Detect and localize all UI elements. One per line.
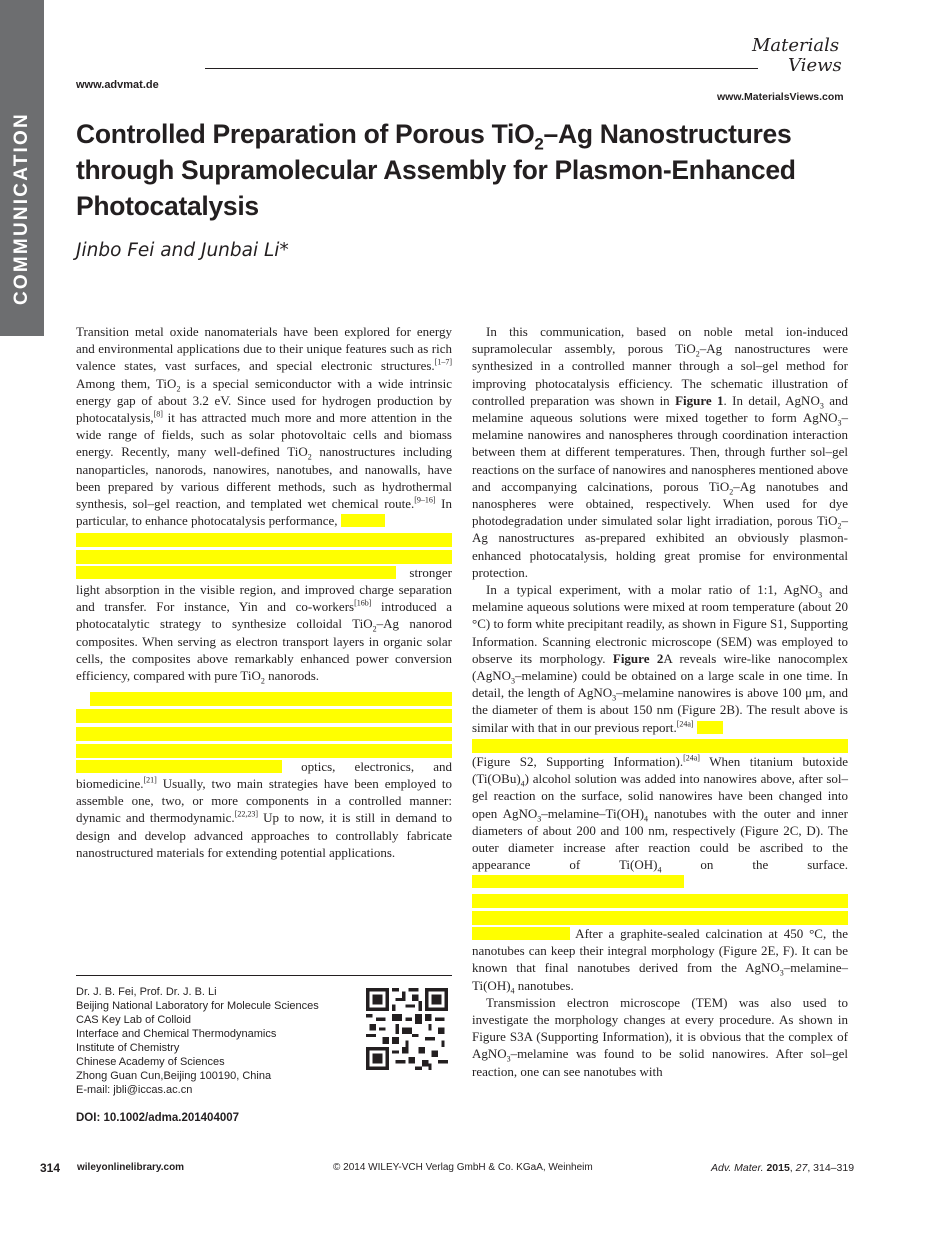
- highlight-mark: [341, 514, 385, 527]
- citation[interactable]: [8]: [153, 409, 163, 419]
- citation[interactable]: [21]: [143, 775, 157, 785]
- paragraph-1: Transition metal oxide nanomaterials have been explored for energy and environmental applications due to their unique features such as rich valence states, vast surfaces, and special electronic structures.[1–7] Among them, TiO$_2$ is a special semiconductor with a wide intrinsic energy gap of about 3.2 eV. Since used for hydrogen production by photocatalysis,[8] it has attracted much more and more attention in the wide range of fields, such as solar photovoltaic cells and biomass energy. Recently, many well-defined TiO$_2$ nanostructures including nanoparticles, nanorods, nanowires, nanotubes, and nanowalls, have been prepared by various different methods, such as hydrothermal synthesis, sol–gel reaction, and templated wet chemical route.[9–16] In particular, to enhance photocatalysis performance, stronger light absorption in the visible region, and improved charge separation and transfer. For instance, Yin and co-workers[16b] introduced a photocatalytic strategy to synthesize colloidal TiO$_2$–Ag nanorod composites. When serving as electron transport layers in organic solar cells, the composites above remarkably enhanced power conversion efficiency, compared with pure TiO$_2$ nanorods.: [76, 324, 452, 686]
- qr-code[interactable]: [366, 988, 448, 1070]
- section-label: COMMUNICATION: [11, 112, 32, 305]
- highlight-mark: [90, 692, 452, 706]
- footer-site-link[interactable]: wileyonlinelibrary.com: [77, 1162, 185, 1173]
- affiliation-line: Institute of Chemistry: [76, 1042, 180, 1054]
- affiliation-line: Interface and Chemical Thermodynamics: [76, 1028, 277, 1040]
- header-rule: [205, 68, 758, 69]
- body-left-column: [76, 323, 452, 861]
- paragraph-2: optics, electronics, and biomedicine.[21] Usually, two main strategies have been employed to assemble one, two, or more components in a controlled manner: dynamic and thermodynamic.[22,23] Up to now, it is still in demand to design and develop advanced approaches to controllably fabricate nanostructured materials for extending potential applications.: [76, 692, 452, 861]
- citation[interactable]: [22,23]: [234, 810, 259, 820]
- title-line-2: through Supramolecular Assembly for Plasmon-Enhanced: [76, 155, 796, 185]
- highlight-mark: [697, 721, 723, 734]
- footer-citation: Adv. Mater. 2015, 27, 314–319: [711, 1162, 855, 1174]
- affiliation-line: Chinese Academy of Sciences: [76, 1056, 225, 1068]
- affiliation-rule: [76, 975, 452, 976]
- author-affiliation: [76, 985, 366, 1097]
- doi-link[interactable]: DOI: 10.1002/adma.201404007: [76, 1112, 240, 1124]
- citation[interactable]: [16b]: [354, 598, 372, 608]
- title-line-1: Controlled Preparation of Porous TiO$_2$–Ag Nanostructures: [76, 119, 792, 154]
- highlight-mark: [76, 533, 452, 547]
- highlight-mark: [76, 709, 452, 723]
- materials-views-logo: [752, 36, 852, 76]
- highlight-mark: [76, 744, 452, 758]
- footer-copyright: © 2014 WILEY-VCH Verlag GmbH & Co. KGaA, Weinheim: [333, 1162, 593, 1173]
- publisher-url[interactable]: www.MaterialsViews.com: [717, 91, 844, 103]
- author-list: Jinbo Fei and Junbai Li*: [76, 240, 289, 261]
- logo-line-2: Views: [788, 55, 842, 76]
- highlight-mark: [472, 894, 848, 908]
- affiliation-line: Dr. J. B. Fei, Prof. Dr. J. B. Li: [76, 986, 217, 998]
- title-line-3: Photocatalysis: [76, 191, 259, 221]
- affiliation-line: Zhong Guan Cun,Beijing 100190, China: [76, 1070, 272, 1082]
- highlight-mark: [472, 875, 684, 888]
- highlight-mark: [472, 911, 848, 925]
- highlight-mark: [76, 550, 452, 564]
- logo-line-1: Materials: [752, 35, 840, 56]
- highlight-mark: [76, 760, 282, 773]
- paragraph-5: Transmission electron microscope (TEM) was also used to investigate the morphology changes at every procedure. As shown in Figure S3A (Supporting Information), it is obvious that the complex of AgNO$_3$–melamine was found to be solid nanowires. After sol–gel reaction, one can see nanotubes with: [472, 994, 848, 1079]
- article-title: [76, 116, 866, 224]
- citation[interactable]: [24a]: [683, 753, 700, 763]
- contact-email[interactable]: E-mail: jbli@iccas.ac.cn: [76, 1084, 193, 1096]
- affiliation-line: Beijing National Laboratory for Molecule Sciences: [76, 1000, 319, 1012]
- affiliation-line: CAS Key Lab of Colloid: [76, 1014, 191, 1026]
- paragraph-3: In this communication, based on noble metal ion-induced supramolecular assembly, porous TiO$_2$–Ag nanostructures were synthesized in a controlled manner through a sol–gel method for improving photocatalysis efficiency. The schematic illustration of controlled preparation was shown in Figure 1. In detail, AgNO$_3$ and melamine aqueous solutions were mixed together to form AgNO$_3$–melamine nanowires and nanospheres through coordination interaction between them at different temperatures. Then, through further sol–gel reactions on the surface of nanowires and nanospheres mentioned above and accompanying calcinations, porous TiO$_2$–Ag nanotubes and nanospheres were obtained, respectively. When used for dye photodegradation under simulated solar light irradiation, porous TiO$_2$–Ag nanostructures as-prepared exhibited an obviously plasmon-enhanced photocatalysis, holding great promise for environmental protection.: [472, 324, 848, 580]
- citation[interactable]: [24a]: [676, 719, 694, 729]
- page-number: 314: [40, 1161, 61, 1175]
- paragraph-4: In a typical experiment, with a molar ratio of 1:1, AgNO$_3$ and melamine aqueous solutions were mixed at room temperature (about 20 °C) to form white precipitant readily, as shown in Figure S1, Supporting Information. Scanning electronic microscope (SEM) was employed to observe its morphology. Figure 2A reveals wire-like nanocomplex (AgNO$_3$–melamine) could be obtained on a large scale in one time. In detail, the length of AgNO$_3$–melamine nanowires is above 100 μm, and the diameter of them is about 150 nm (Figure 2B). The result above is similar with that in our previous report.[24a] (Figure S2, Supporting Information).[24a] When titanium butoxide $(Ti(OBu)_4)$ alcohol solution was added into nanowires above, after sol–gel reaction on the surface, solid nanowires have been changed into open $AgNO_3-melamine-Ti(OH)_4$ nanotubes with the outer and inner diameters of about 200 and 100 nm, respectively (Figure 2C, D). The outer diameter increase after reaction could be ascribed to the appearance of $Ti(OH)_4$ on the surface. After a graphite-sealed calcination at 450 °C, the nanotubes can keep their integral morphology (Figure 2E, F). It can be known that final nanotubes derived from the $AgNO_3-melamine-Ti(OH)_4$ nanotubes.: [472, 582, 849, 996]
- figure-ref[interactable]: Figure 1: [675, 392, 724, 408]
- highlight-mark: [76, 727, 452, 741]
- highlight-mark: [76, 566, 396, 579]
- journal-url[interactable]: www.advmat.de: [76, 79, 159, 91]
- body-right-column: [472, 323, 848, 1080]
- figure-ref[interactable]: Figure 2: [612, 650, 664, 666]
- highlight-mark: [472, 739, 848, 753]
- highlight-mark: [472, 927, 570, 940]
- section-sidebar: [0, 0, 44, 336]
- citation[interactable]: [9–16]: [414, 495, 436, 505]
- citation[interactable]: [1–7]: [434, 358, 452, 368]
